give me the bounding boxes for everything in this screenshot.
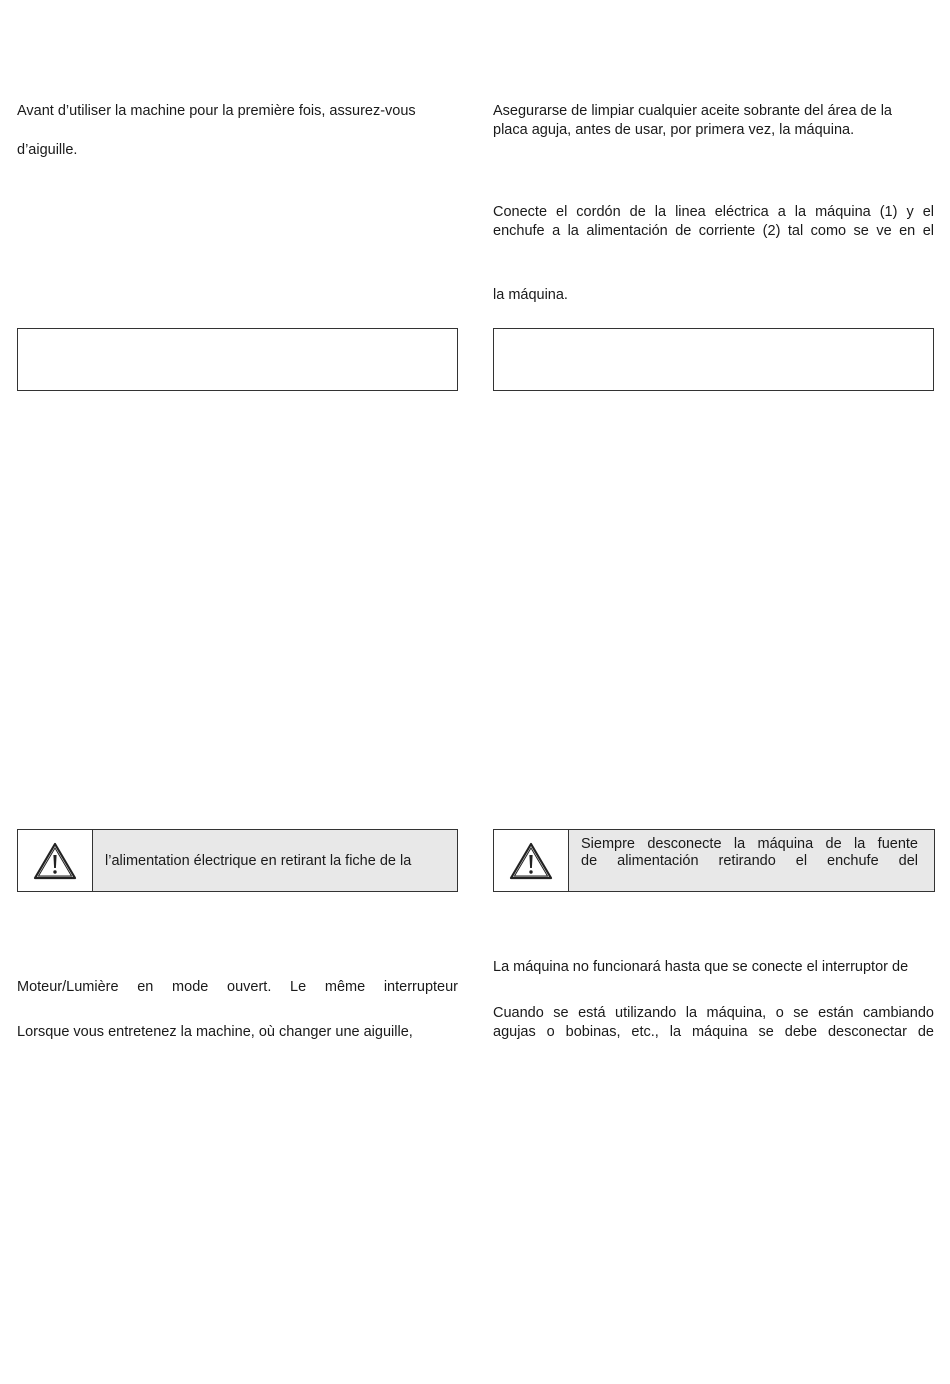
es-warning-icon-cell [494, 830, 569, 891]
es-maintenance-line-2: agujas o bobinas, etc., la máquina se debe desconectar de [493, 1024, 934, 1040]
es-warning-text-cell [569, 830, 934, 891]
fr-empty-frame [17, 328, 458, 391]
fr-warning-text-cell [93, 830, 457, 891]
es-warning-box [493, 829, 935, 892]
fr-intro-line-2: d’aiguille. [17, 142, 78, 158]
es-warning-text-line-1: Siempre desconecte la máquina de la fuente [581, 836, 918, 852]
es-warning-text-line-2: de alimentación retirando el enchufe del [581, 853, 918, 869]
fr-warning-text: l’alimentation électrique en retirant la fiche de la [105, 853, 412, 869]
es-connect-line-2: enchufe a la alimentación de corriente (2) tal como se ve en el [493, 223, 934, 239]
es-intro-line-2: placa aguja, antes de usar, por primera vez, la máquina. [493, 122, 855, 138]
fr-switch-line-1: Moteur/Lumière en mode ouvert. Le même interrupteur [17, 979, 458, 995]
es-empty-frame [493, 328, 934, 391]
warning-triangle-icon [509, 842, 553, 880]
es-maintenance-line-1: Cuando se está utilizando la máquina, o se están cambiando [493, 1005, 934, 1021]
fr-warning-box [17, 829, 458, 892]
fr-intro-line-1: Avant d’utiliser la machine pour la première fois, assurez-vous [17, 103, 416, 119]
es-connect-line-1: Conecte el cordón de la linea eléctrica a la máquina (1) y el [493, 204, 934, 220]
es-connect-line-3: la máquina. [493, 287, 568, 303]
es-switch-line-1: La máquina no funcionará hasta que se conecte el interruptor de [493, 959, 909, 975]
warning-triangle-icon [33, 842, 77, 880]
es-intro-line-1: Asegurarse de limpiar cualquier aceite sobrante del área de la [493, 103, 892, 119]
fr-warning-icon-cell [18, 830, 93, 891]
fr-maintenance-line-1: Lorsque vous entretenez la machine, où changer une aiguille, [17, 1024, 413, 1040]
